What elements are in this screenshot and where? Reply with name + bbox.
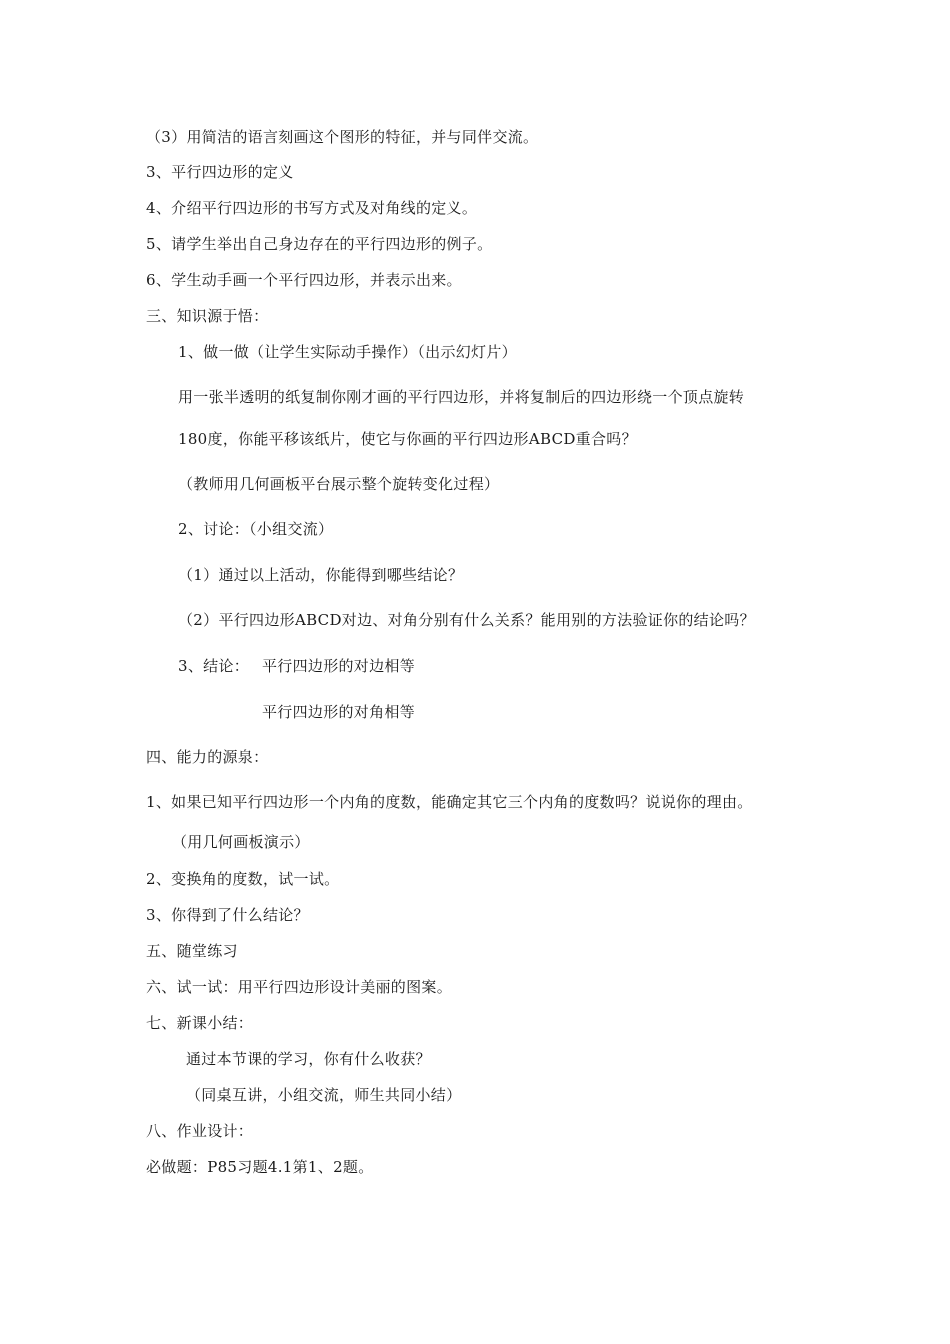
text-line: 3、结论： <box>178 657 250 675</box>
section-heading: 三、知识源于悟： <box>146 307 269 325</box>
text-line: 通过本节课的学习，你有什么收获？ <box>186 1050 431 1068</box>
text-line: 1、如果已知平行四边形一个内角的度数，能确定其它三个内角的度数吗？说说你的理由。 <box>146 793 753 811</box>
conclusion-text: 平行四边形的对角相等 <box>262 703 416 721</box>
text-line: 2、讨论：（小组交流） <box>178 520 334 538</box>
text-line: 5、请学生举出自己身边存在的平行四边形的例子。 <box>146 235 493 253</box>
section-heading: 六、试一试：用平行四边形设计美丽的图案。 <box>146 978 453 996</box>
text-line: 用一张半透明的纸复制你刚才画的平行四边形，并将复制后的四边形绕一个顶点旋转 <box>178 388 745 406</box>
conclusion-text: 平行四边形的对边相等 <box>262 657 416 675</box>
text-line: 180度，你能平移该纸片，使它与你画的平行四边形ABCD重合吗？ <box>178 430 637 448</box>
text-line: 3、你得到了什么结论？ <box>146 906 309 924</box>
text-line: 4、介绍平行四边形的书写方式及对角线的定义。 <box>146 199 478 217</box>
section-heading: 五、随堂练习 <box>146 942 238 960</box>
text-line: （用几何画板演示） <box>172 833 310 851</box>
text-line: 6、学生动手画一个平行四边形，并表示出来。 <box>146 271 462 289</box>
text-line: 2、变换角的度数，试一试。 <box>146 870 340 888</box>
text-line: （3）用简洁的语言刻画这个图形的特征，并与同伴交流。 <box>146 128 539 146</box>
section-heading: 七、新课小结： <box>146 1014 254 1032</box>
text-line: 1、做一做（让学生实际动手操作）（出示幻灯片） <box>178 343 517 361</box>
text-line: （同桌互讲，小组交流，师生共同小结） <box>186 1086 462 1104</box>
text-line: （2）平行四边形ABCD对边、对角分别有什么关系？能用别的方法验证你的结论吗？ <box>178 611 755 629</box>
text-line: 3、平行四边形的定义 <box>146 163 294 181</box>
text-line: 必做题：P85习题4.1第1、2题。 <box>146 1158 374 1176</box>
text-line: （教师用几何画板平台展示整个旋转变化过程） <box>178 475 500 493</box>
section-heading: 四、能力的源泉： <box>146 748 269 766</box>
section-heading: 八、作业设计： <box>146 1122 254 1140</box>
text-line: （1）通过以上活动，你能得到哪些结论？ <box>178 566 464 584</box>
